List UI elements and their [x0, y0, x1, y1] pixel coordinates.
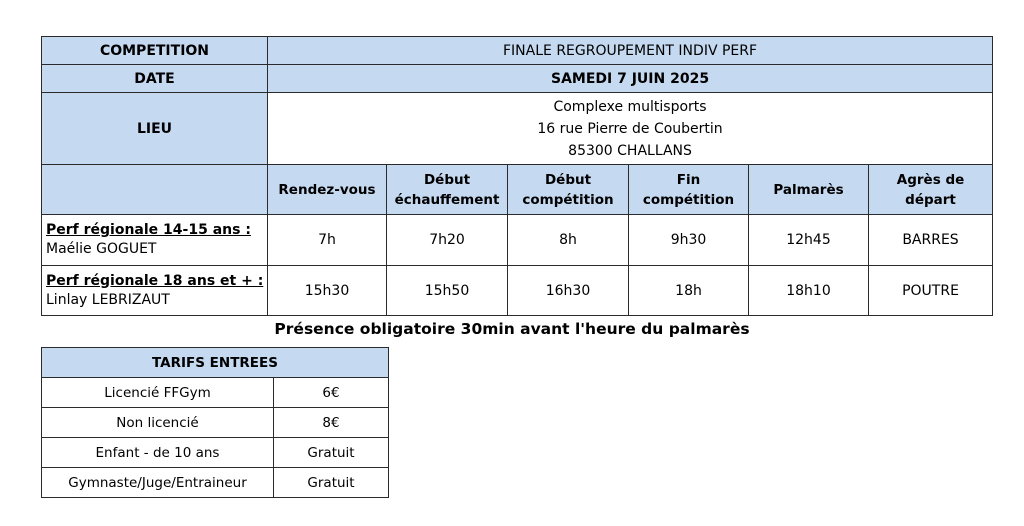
- address-line-venue: Complexe multisports: [553, 98, 707, 115]
- tarif-label: Licencié FFGym: [42, 378, 274, 408]
- athlete-name: Linlay LEBRIZAUT: [46, 291, 170, 308]
- tarif-label: Enfant - de 10 ans: [42, 438, 274, 468]
- schedule-header-empty: [42, 165, 268, 215]
- header-agres-depart: [869, 165, 993, 215]
- competition-info-table: [41, 36, 993, 316]
- competition-name: FINALE REGROUPEMENT INDIV PERF: [268, 37, 993, 65]
- header-text: Palmarès: [773, 181, 844, 198]
- palmares-time: 12h45: [749, 215, 869, 266]
- tarif-label: Gymnaste/Juge/Entraineur: [42, 468, 274, 498]
- category-cell: [42, 266, 268, 316]
- header-text: Rendez-vous: [278, 181, 376, 198]
- rendez-vous-time: 7h: [268, 215, 387, 266]
- lieu-label: LIEU: [42, 93, 268, 165]
- header-fin-competition: [629, 165, 749, 215]
- tarif-price: Gratuit: [274, 468, 389, 498]
- debut-competition-time: 8h: [508, 215, 629, 266]
- header-text: départ: [905, 191, 956, 208]
- tarifs-title: TARIFS ENTREES: [42, 348, 389, 378]
- competition-label: COMPETITION: [42, 37, 268, 65]
- header-text: compétition: [522, 191, 614, 208]
- header-palmares: [749, 165, 869, 215]
- tarif-price: 6€: [274, 378, 389, 408]
- agres-depart: POUTRE: [869, 266, 993, 316]
- header-text: Début: [423, 171, 471, 188]
- tarif-price: Gratuit: [274, 438, 389, 468]
- tarifs-table: [41, 347, 389, 498]
- schedule-row: [42, 266, 993, 316]
- tarif-row: [42, 438, 389, 468]
- attendance-notice: Présence obligatoire 30min avant l'heure du palmarès: [274, 320, 750, 338]
- address-line-city: 85300 CHALLANS: [568, 142, 692, 159]
- tarif-row: [42, 468, 389, 498]
- header-debut-echauffement: [387, 165, 508, 215]
- fin-competition-time: 9h30: [629, 215, 749, 266]
- debut-competition-time: 16h30: [508, 266, 629, 316]
- header-text: échauffement: [394, 191, 500, 208]
- lieu-address: [268, 93, 993, 165]
- debut-echauffement-time: 7h20: [387, 215, 508, 266]
- debut-echauffement-time: 15h50: [387, 266, 508, 316]
- tarif-label: Non licencié: [42, 408, 274, 438]
- header-text: compétition: [642, 191, 735, 208]
- date-label: DATE: [42, 65, 268, 93]
- tarif-row: [42, 408, 389, 438]
- header-text: Début: [544, 171, 592, 188]
- date-value: SAMEDI 7 JUIN 2025: [268, 65, 993, 93]
- palmares-time: 18h10: [749, 266, 869, 316]
- category-name: Perf régionale 18 ans et + :: [46, 272, 264, 289]
- rendez-vous-time: 15h30: [268, 266, 387, 316]
- category-name: Perf régionale 14-15 ans :: [46, 222, 251, 238]
- fin-competition-time: 18h: [629, 266, 749, 316]
- address-line-street: 16 rue Pierre de Coubertin: [537, 120, 723, 137]
- header-rendez-vous: [268, 165, 387, 215]
- header-text: Fin: [676, 171, 701, 188]
- header-debut-competition: [508, 165, 629, 215]
- category-cell: [42, 215, 268, 266]
- tarif-row: [42, 378, 389, 408]
- schedule-row: [42, 215, 993, 266]
- header-text: Agrès de: [896, 171, 965, 188]
- athlete-name: Maélie GOGUET: [46, 241, 157, 257]
- agres-depart: BARRES: [869, 215, 993, 266]
- tarif-price: 8€: [274, 408, 389, 438]
